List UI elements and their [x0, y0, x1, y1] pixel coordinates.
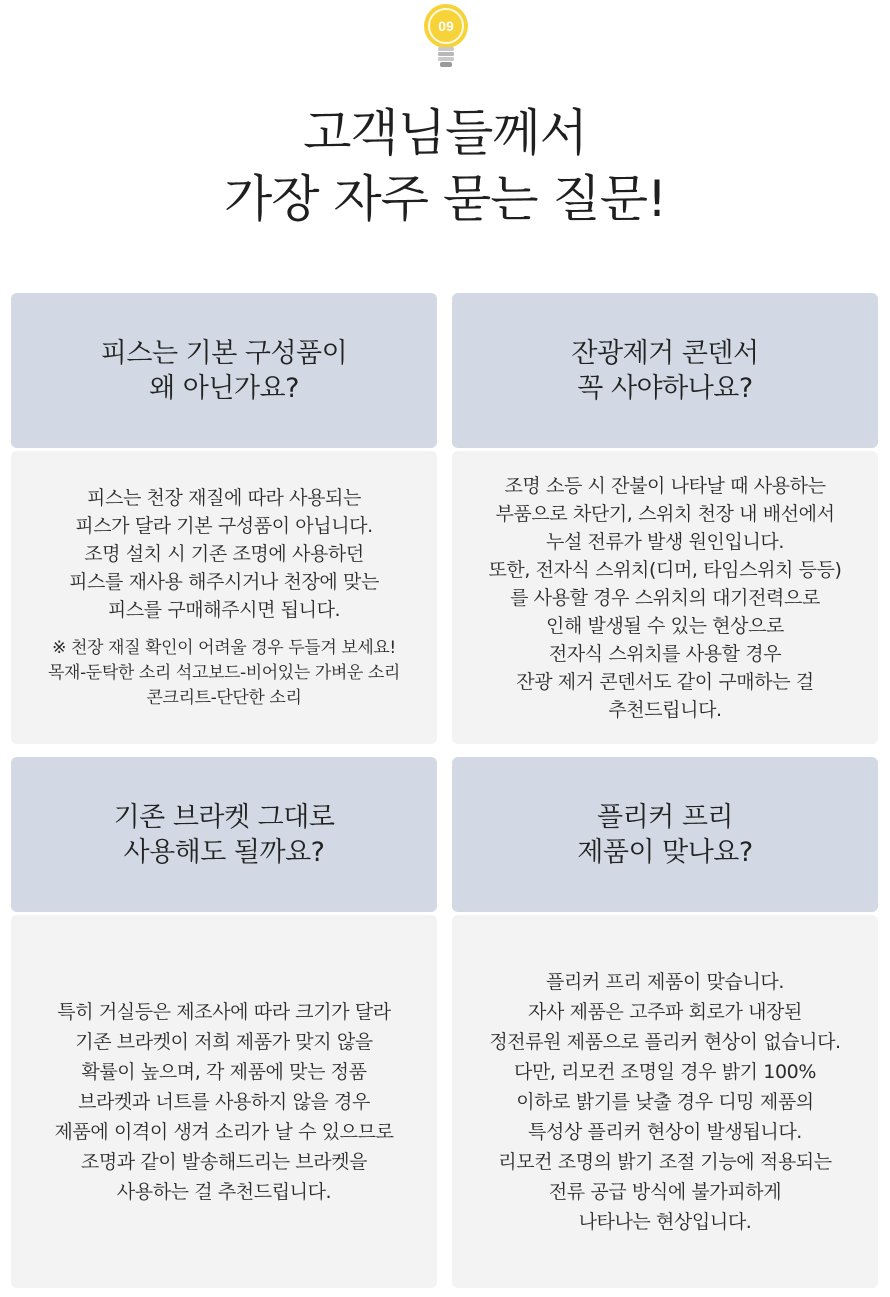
- answer-line: 특성상 플리커 현상이 발생됩니다.: [528, 1120, 802, 1143]
- answer-line: 조명 소등 시 잔불이 나타날 때 사용하는: [504, 474, 826, 497]
- answer-line: 조명 설치 시 기존 조명에 사용하던: [84, 543, 364, 565]
- question-line: 사용해도 될까요?: [123, 836, 325, 868]
- answer-line: 브라켓과 너트를 사용하지 않을 경우: [78, 1090, 370, 1113]
- question-line: 기존 브라켓 그대로: [113, 801, 335, 833]
- faq-3-answer: [11, 915, 437, 1288]
- badge-number: 09: [438, 18, 454, 34]
- question-line: 꼭 사야하나요?: [577, 372, 753, 404]
- note-line: 콘크리트-단단한 소리: [146, 688, 302, 708]
- title-line: 가장 자주 묻는 질문!: [223, 170, 667, 228]
- lightbulb-icon: [420, 0, 472, 78]
- answer-line: 플리커 프리 제품이 맞습니다.: [545, 970, 784, 993]
- answer-line: 기존 브라켓이 저희 제품가 맞지 않을: [75, 1030, 373, 1053]
- faq-1-answer: [11, 451, 437, 744]
- question-line: 잔광제거 콘덴서: [571, 337, 759, 369]
- answer-line: 전자식 스위치를 사용할 경우: [548, 642, 782, 665]
- answer-line: 자사 제품은 고주파 회로가 내장된: [528, 1000, 802, 1023]
- note-line: 목재-둔탁한 소리 석고보드-비어있는 가벼운 소리: [48, 663, 400, 683]
- answer-line: 정전류원 제품으로 플리커 현상이 없습니다.: [489, 1030, 841, 1053]
- faq-3-question: [11, 757, 437, 912]
- answer-line: 피스를 구매해주시면 됩니다.: [107, 599, 341, 621]
- answer-line: 확률이 높으며, 각 제품에 맞는 정품: [81, 1060, 367, 1083]
- answer-line: 전류 공급 방식에 불가피하게: [548, 1180, 782, 1203]
- title-line: 고객님들께서: [303, 104, 587, 162]
- answer-line: 다만, 리모컨 조명일 경우 밝기 100%: [513, 1060, 816, 1083]
- answer-line: 피스가 달라 기본 구성품이 아닙니다.: [75, 515, 373, 537]
- question-line: 플리커 프리: [597, 801, 733, 833]
- answer-line: 누설 전류가 발생 원인입니다.: [545, 530, 784, 553]
- answer-line: 이하로 밝기를 낮출 경우 디밍 제품의: [516, 1090, 814, 1113]
- answer-line: 잔광 제거 콘덴서도 같이 구매하는 걸: [516, 670, 814, 693]
- answer-line: 또한, 전자식 스위치(디머, 타임스위치 등등): [488, 558, 842, 581]
- answer-line: 피스를 재사용 해주시거나 천장에 맞는: [69, 571, 379, 593]
- question-line: 제품이 맞나요?: [577, 836, 753, 868]
- question-line: 왜 아닌가요?: [149, 372, 299, 404]
- answer-line: 인해 발생될 수 있는 현상으로: [545, 614, 784, 637]
- faq-2-answer: [452, 451, 878, 744]
- faq-4-question: [452, 757, 878, 912]
- answer-line: 특히 거실등은 제조사에 따라 크기가 달라: [57, 1000, 391, 1023]
- answer-line: 를 사용할 경우 스위치의 대기전력으로: [510, 586, 820, 609]
- page-title: [0, 100, 890, 232]
- answer-line: 조명과 같이 발송해드리는 브라켓을: [80, 1150, 368, 1173]
- answer-line: 추천드립니다.: [608, 698, 722, 721]
- answer-line: 피스는 천장 재질에 따라 사용되는: [87, 487, 361, 509]
- answer-line: 사용하는 걸 추천드립니다.: [116, 1180, 332, 1203]
- faq-4-answer: [452, 915, 878, 1288]
- answer-line: 제품에 이격이 생겨 소리가 날 수 있으므로: [54, 1120, 394, 1143]
- faq-number-badge: [420, 0, 472, 78]
- question-line: 피스는 기본 구성품이: [100, 337, 348, 369]
- answer-line: 리모컨 조명의 밝기 조절 기능에 적용되는: [498, 1150, 832, 1173]
- note-line: ※ 천장 재질 확인이 어려울 경우 두들겨 보세요!: [52, 638, 396, 658]
- faq-1-question: [11, 293, 437, 448]
- faq-2-question: [452, 293, 878, 448]
- answer-line: 부품으로 차단기, 스위치 천장 내 배선에서: [495, 502, 835, 525]
- answer-line: 나타나는 현상입니다.: [578, 1210, 752, 1233]
